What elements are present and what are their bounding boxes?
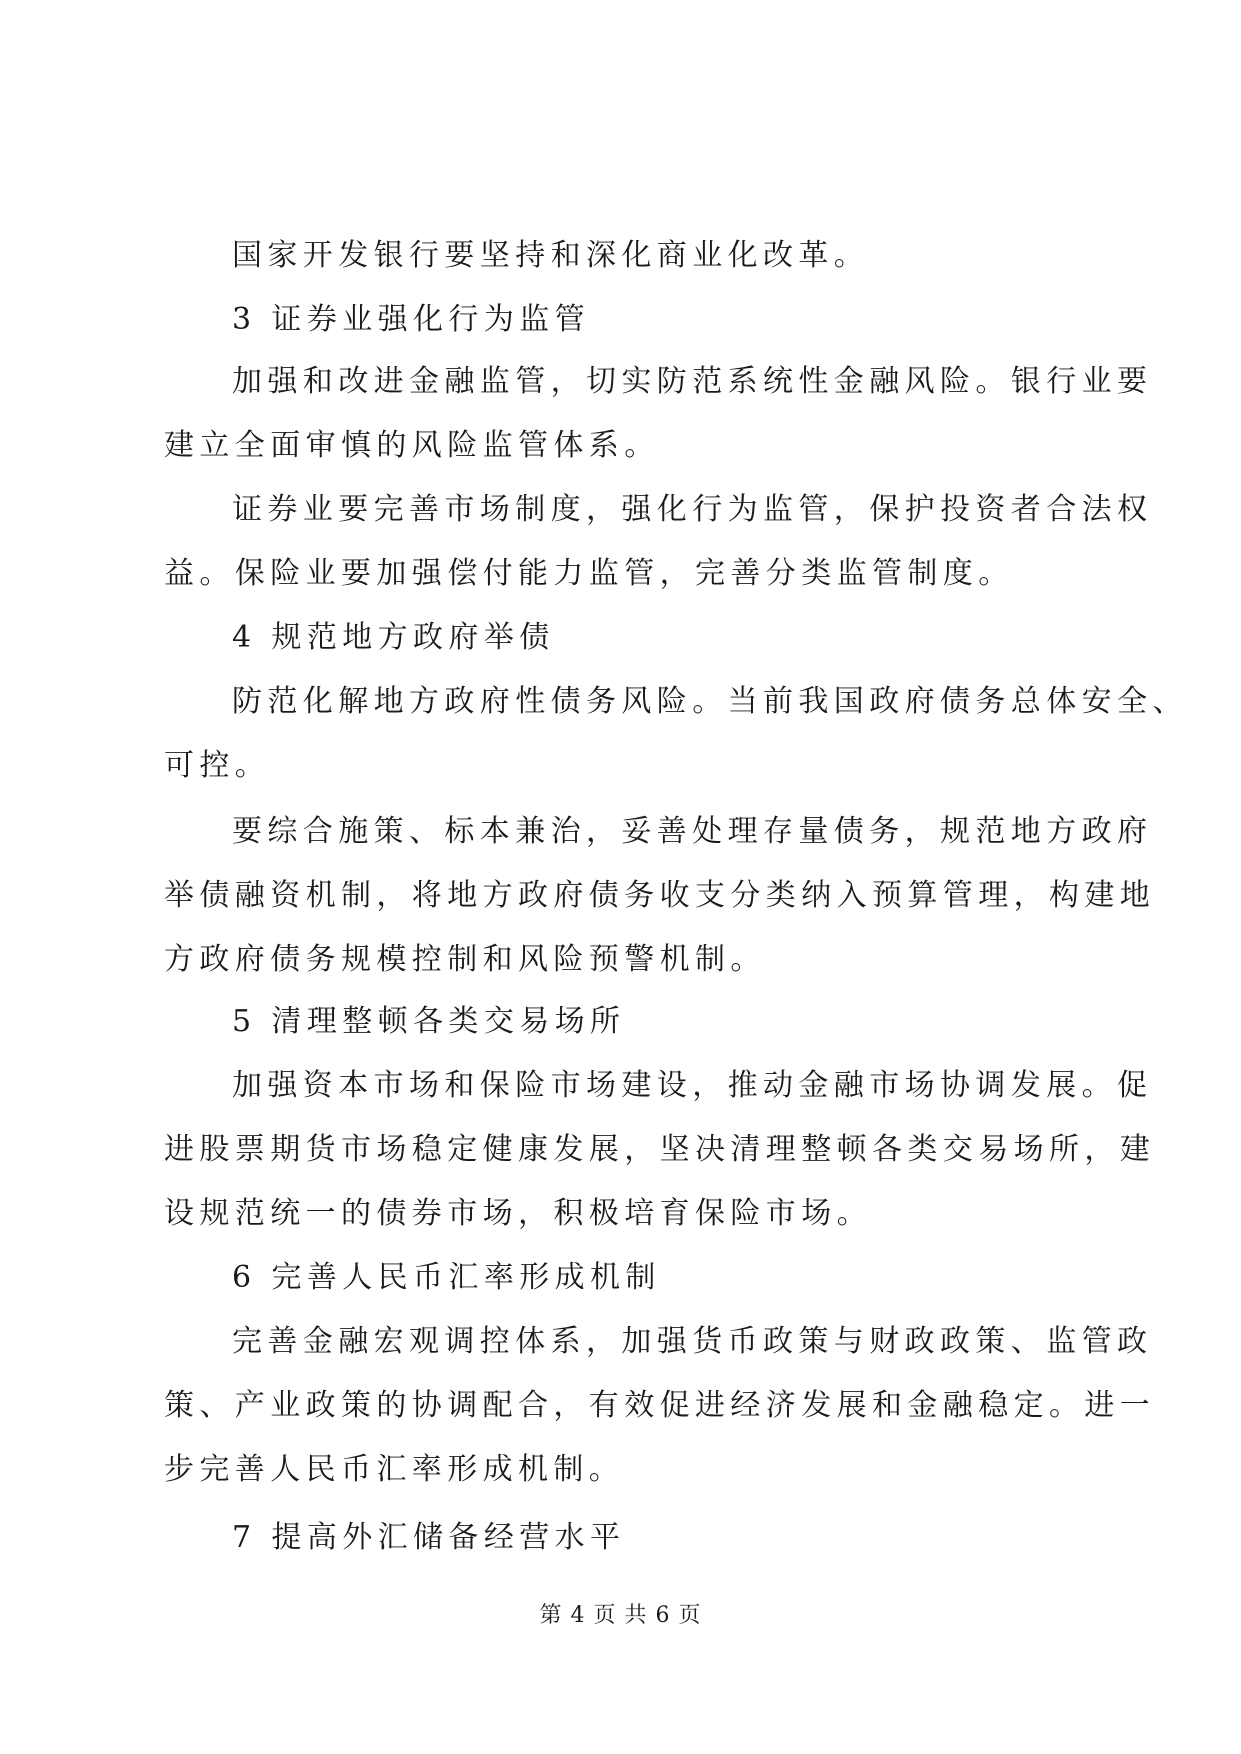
paragraph-line: 可控。 xyxy=(164,748,271,783)
section-heading-4: 4 规范地方政府举债 xyxy=(232,620,555,655)
paragraph-line: 进股票期货市场稳定健康发展，坚决清理整顿各类交易场所，建 xyxy=(164,1132,1156,1167)
paragraph-line: 策、产业政策的协调配合，有效促进经济发展和金融稳定。进一 xyxy=(164,1388,1156,1423)
paragraph-line: 方政府债务规模控制和风险预警机制。 xyxy=(164,942,766,977)
page-number-footer: 第 4 页 共 6 页 xyxy=(539,1603,702,1628)
paragraph-line: 设规范统一的债券市场，积极培育保险市场。 xyxy=(164,1196,872,1231)
section-heading-3: 3 证券业强化行为监管 xyxy=(232,302,591,337)
section-heading-6: 6 完善人民币汇率形成机制 xyxy=(232,1260,661,1295)
paragraph-line: 完善金融宏观调控体系，加强货币政策与财政政策、监管政 xyxy=(232,1324,1153,1359)
section-heading-7: 7 提高外汇储备经营水平 xyxy=(232,1520,626,1555)
paragraph-line: 证券业要完善市场制度，强化行为监管，保护投资者合法权 xyxy=(232,492,1153,527)
section-heading-5: 5 清理整顿各类交易场所 xyxy=(232,1004,626,1039)
paragraph-line: 建立全面审慎的风险监管体系。 xyxy=(164,428,660,463)
paragraph-line: 益。保险业要加强偿付能力监管，完善分类监管制度。 xyxy=(164,556,1014,591)
paragraph-line: 加强和改进金融监管，切实防范系统性金融风险。银行业要 xyxy=(232,364,1153,399)
paragraph-line: 要综合施策、标本兼治，妥善处理存量债务，规范地方政府 xyxy=(232,814,1153,849)
paragraph-line: 防范化解地方政府性债务风险。当前我国政府债务总体安全、 xyxy=(232,684,1188,719)
paragraph-line: 国家开发银行要坚持和深化商业化改革。 xyxy=(232,238,870,273)
paragraph-line: 举债融资机制，将地方政府债务收支分类纳入预算管理，构建地 xyxy=(164,878,1156,913)
paragraph-line: 步完善人民币汇率形成机制。 xyxy=(164,1452,625,1487)
paragraph-line: 加强资本市场和保险市场建设，推动金融市场协调发展。促 xyxy=(232,1068,1153,1103)
